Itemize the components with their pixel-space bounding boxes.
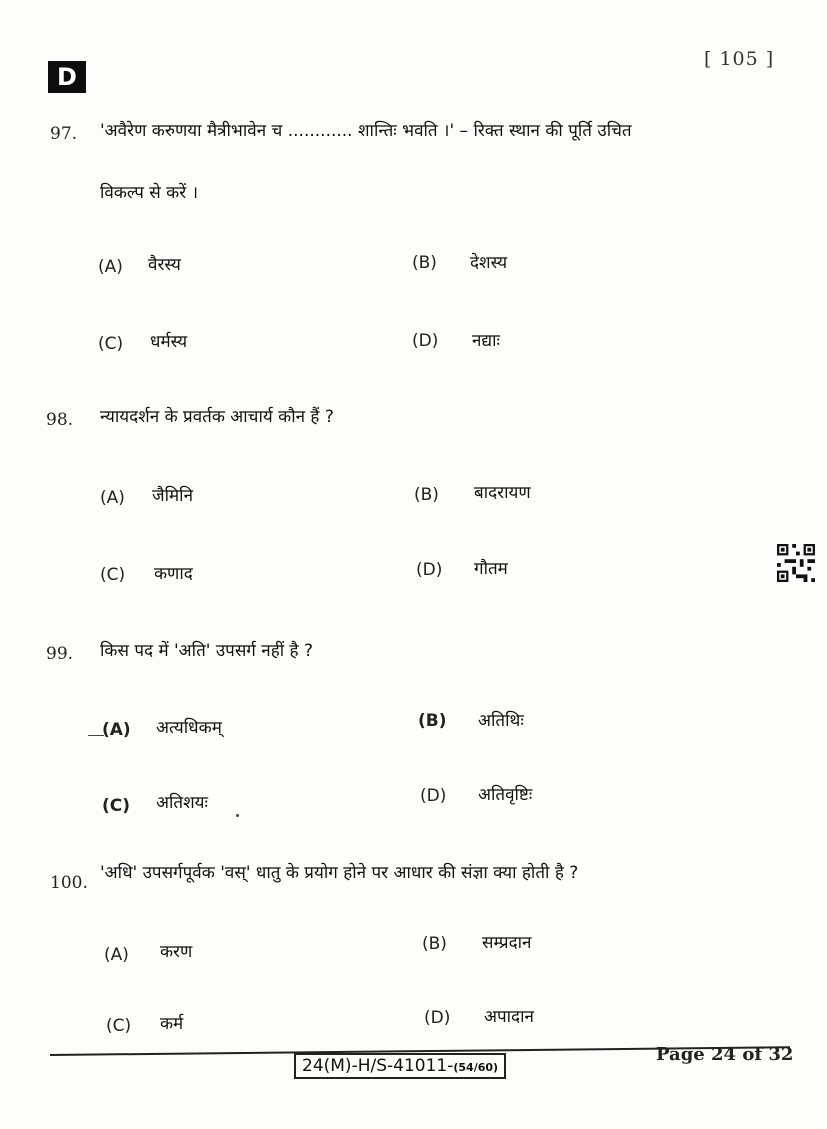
page-number-label: Page 24 of 32 <box>656 1044 794 1065</box>
question-text: किस पद में 'अति' उपसर्ग नहीं है ? <box>100 641 314 661</box>
option-text: गौतम <box>474 559 508 579</box>
option-letter: (A) <box>104 945 129 965</box>
option-letter: (B) <box>412 253 437 273</box>
option-letter: (C) <box>102 796 131 816</box>
option-text: अतिथिः <box>478 711 524 731</box>
page-code: [ 105 ] <box>704 48 775 70</box>
option-letter: (A) <box>102 720 131 740</box>
stray-dot <box>236 814 239 817</box>
option-text: अपादान <box>484 1007 534 1027</box>
question-number: 98. <box>46 410 74 430</box>
option-letter: (B) <box>422 934 447 954</box>
question-text: 'अधि' उपसर्गपूर्वक 'वस्' धातु के प्रयोग होने पर आधार की संज्ञा क्या होती है ? <box>100 863 579 883</box>
paper-code-box <box>294 1053 506 1079</box>
question-number: 99. <box>46 644 74 664</box>
option-letter: (D) <box>412 331 439 351</box>
option-letter: (C) <box>98 334 124 354</box>
question-text-continued: विकल्प से करें । <box>100 183 199 203</box>
option-text: वैरस्य <box>148 255 181 275</box>
option-letter: (A) <box>100 488 125 508</box>
qr-code-icon <box>776 544 816 582</box>
option-letter: (B) <box>418 711 447 731</box>
option-text: जैमिनि <box>152 486 194 506</box>
option-text: कणाद <box>154 564 193 584</box>
question-number: 97. <box>50 124 78 144</box>
option-text: देशस्य <box>470 253 508 273</box>
question-text: न्यायदर्शन के प्रवर्तक आचार्य कौन हैं ? <box>100 407 334 427</box>
option-text: अत्यधिकम् <box>156 718 222 738</box>
option-letter: (A) <box>98 257 123 277</box>
option-text: करण <box>160 942 193 962</box>
option-text: सम्प्रदान <box>482 933 532 953</box>
option-letter: (D) <box>416 560 443 580</box>
set-label-badge: D <box>48 61 86 93</box>
question-text: 'अवैरेण करुणया मैत्रीभावेन च ............ शान्तिः भवति ।' – रिक्त स्थान की पूर्ति उचित <box>100 121 632 141</box>
paper-code: 24(M)-H/S-41011- <box>302 1056 454 1076</box>
option-text: कर्म <box>160 1014 184 1034</box>
option-letter: (C) <box>100 565 126 585</box>
question-number: 100. <box>50 873 88 893</box>
option-letter: (C) <box>106 1016 132 1036</box>
option-letter: (D) <box>420 786 447 806</box>
option-text: अतिवृष्टिः <box>478 785 533 805</box>
option-letter: (B) <box>414 485 439 505</box>
option-text: अतिशयः <box>156 793 208 813</box>
option-text: धर्मस्य <box>150 332 188 352</box>
option-text: बादरायण <box>474 483 531 503</box>
option-text: नद्याः <box>472 331 500 351</box>
paper-code-suffix: (54/60) <box>453 1061 499 1074</box>
option-letter: (D) <box>424 1008 451 1028</box>
